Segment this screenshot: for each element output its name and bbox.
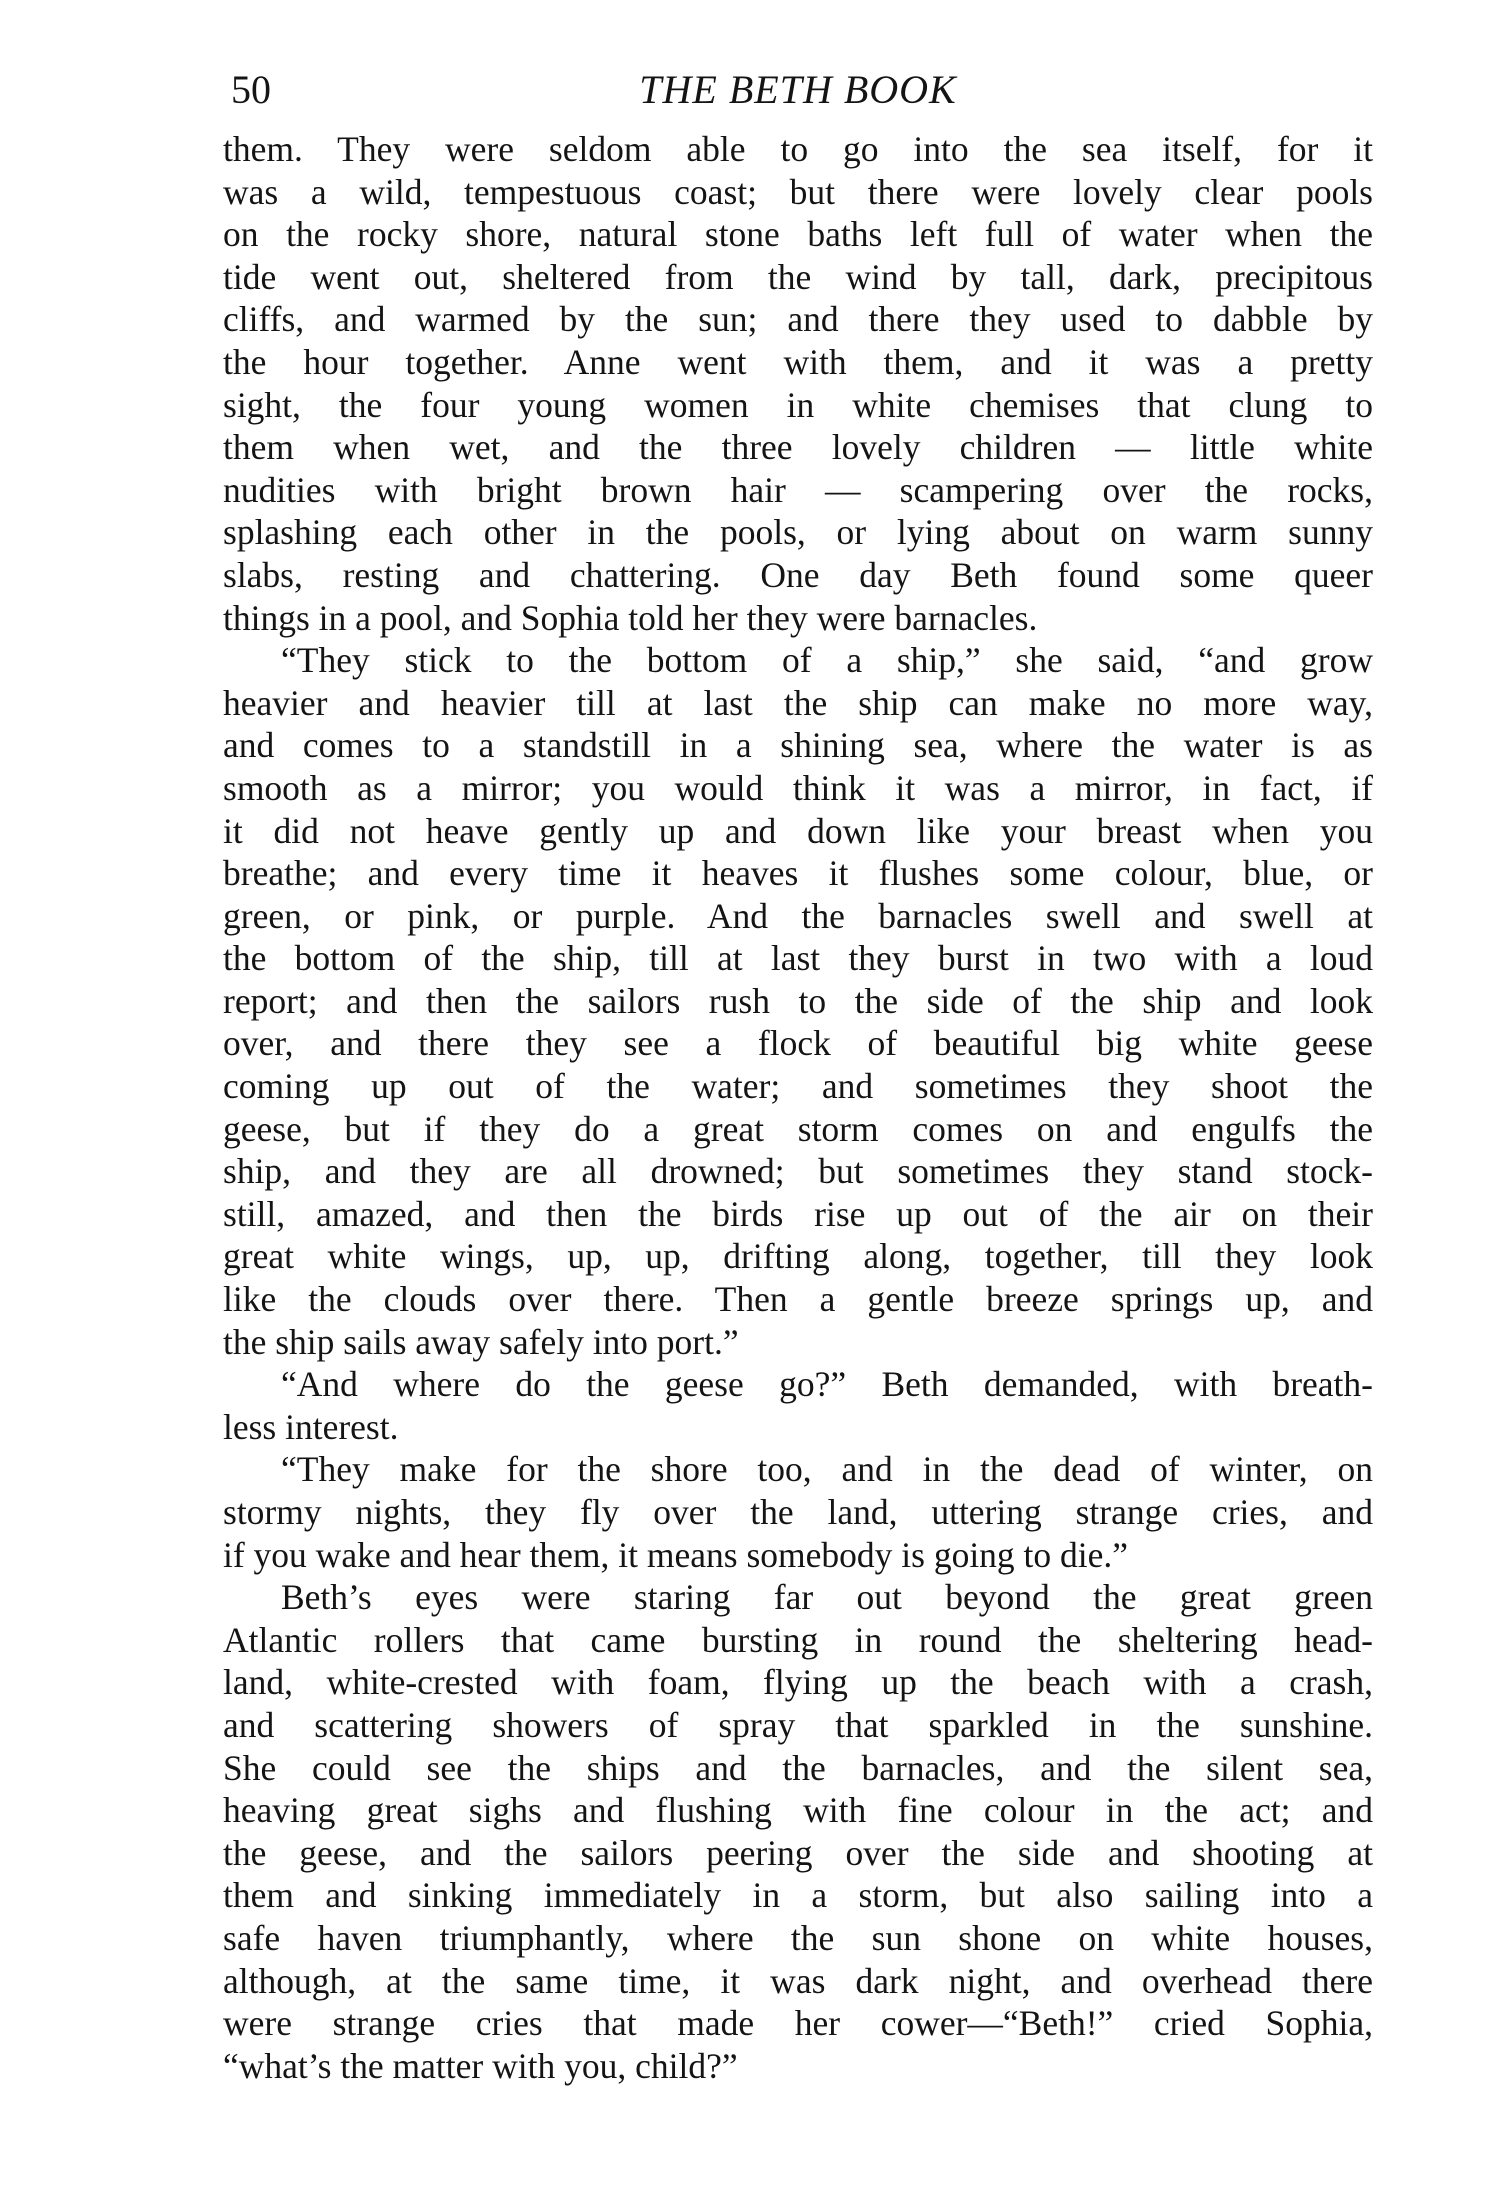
text-line: still, amazed, and then the birds rise up out of the air on their bbox=[223, 1193, 1373, 1234]
text-line: report; and then the sailors rush to the side of the ship and look bbox=[223, 980, 1373, 1021]
text-line: were strange cries that made her cower—“Beth!” cried Sophia, bbox=[223, 2003, 1373, 2044]
text-line: land, white-crested with foam, flying up the beach with a crash, bbox=[223, 1662, 1373, 1703]
text-line: sight, the four young women in white chemises that clung to bbox=[223, 384, 1373, 425]
text-line: like the clouds over there. Then a gentle breeze springs up, and bbox=[223, 1279, 1373, 1320]
text-line: slabs, resting and chattering. One day Beth found some queer bbox=[223, 554, 1373, 595]
text-line: breathe; and every time it heaves it flushes some colour, blue, or bbox=[223, 853, 1373, 894]
text-line: although, at the same time, it was dark night, and overhead there bbox=[223, 1960, 1373, 2001]
text-line: “They stick to the bottom of a ship,” she said, “and grow bbox=[281, 640, 1373, 681]
text-line: Atlantic rollers that came bursting in round the sheltering head- bbox=[223, 1619, 1373, 1660]
text-line: splashing each other in the pools, or lying about on warm sunny bbox=[223, 512, 1373, 553]
text-line: on the rocky shore, natural stone baths left full of water when the bbox=[223, 214, 1373, 255]
text-line: nudities with bright brown hair — scampering over the rocks, bbox=[223, 469, 1373, 510]
paragraph bbox=[223, 1448, 1373, 1576]
text-line: great white wings, up, up, drifting along, together, till they look bbox=[223, 1236, 1373, 1277]
text-line: ship, and they are all drowned; but sometimes they stand stock- bbox=[223, 1151, 1373, 1192]
text-line: them when wet, and the three lovely children — little white bbox=[223, 427, 1373, 468]
text-line: was a wild, tempestuous coast; but there were lovely clear pools bbox=[223, 171, 1373, 212]
text-line: over, and there they see a flock of beautiful big white geese bbox=[223, 1023, 1373, 1064]
text-line: and comes to a standstill in a shining sea, where the water is as bbox=[223, 725, 1373, 766]
text-line: tide went out, sheltered from the wind by tall, dark, precipitous bbox=[223, 256, 1373, 297]
paragraph bbox=[223, 128, 1373, 639]
text-line: geese, but if they do a great storm comes on and engulfs the bbox=[223, 1108, 1373, 1149]
text-line: if you wake and hear them, it means somebody is going to die.” bbox=[223, 1534, 1129, 1575]
text-line: smooth as a mirror; you would think it was a mirror, in fact, if bbox=[223, 767, 1373, 808]
text-line: safe haven triumphantly, where the sun shone on white houses, bbox=[223, 1917, 1373, 1958]
paragraph bbox=[223, 639, 1373, 1363]
text-line: “what’s the matter with you, child?” bbox=[223, 2045, 738, 2086]
text-line: heaving great sighs and flushing with fine colour in the act; and bbox=[223, 1790, 1373, 1831]
text-line: cliffs, and warmed by the sun; and there they used to dabble by bbox=[223, 299, 1373, 340]
text-line: them and sinking immediately in a storm, but also sailing into a bbox=[223, 1875, 1373, 1916]
text-line: green, or pink, or purple. And the barnacles swell and swell at bbox=[223, 895, 1373, 936]
text-line: the ship sails away safely into port.” bbox=[223, 1321, 739, 1362]
text-line: and scattering showers of spray that sparkled in the sunshine. bbox=[223, 1704, 1373, 1745]
text-line: heavier and heavier till at last the ship can make no more way, bbox=[223, 682, 1373, 723]
page-number: 50 bbox=[231, 67, 271, 112]
paragraph bbox=[223, 1576, 1373, 2087]
text-line: the geese, and the sailors peering over the side and shooting at bbox=[223, 1832, 1373, 1873]
text-line: things in a pool, and Sophia told her they were barnacles. bbox=[223, 597, 1038, 638]
text-line: less interest. bbox=[223, 1406, 399, 1447]
text-line: stormy nights, they fly over the land, uttering strange cries, and bbox=[223, 1492, 1373, 1532]
text-line: Beth’s eyes were staring far out beyond the great green bbox=[281, 1577, 1373, 1618]
text-line: them. They were seldom able to go into the sea itself, for it bbox=[223, 129, 1373, 169]
text-line: the hour together. Anne went with them, and it was a pretty bbox=[223, 341, 1373, 382]
text-line: She could see the ships and the barnacles, and the silent sea, bbox=[223, 1747, 1373, 1788]
text-line: the bottom of the ship, till at last they burst in two with a loud bbox=[223, 938, 1373, 979]
text-line: “And where do the geese go?” Beth demanded, with breath- bbox=[281, 1364, 1373, 1405]
body-text bbox=[223, 128, 1373, 2087]
book-title: THE BETH BOOK bbox=[639, 67, 957, 112]
running-head bbox=[223, 62, 1373, 118]
text-line: “They make for the shore too, and in the dead of winter, on bbox=[281, 1449, 1373, 1490]
text-line: coming up out of the water; and sometimes they shoot the bbox=[223, 1066, 1373, 1107]
paragraph bbox=[223, 1363, 1373, 1448]
text-line: it did not heave gently up and down like your breast when you bbox=[223, 810, 1373, 851]
